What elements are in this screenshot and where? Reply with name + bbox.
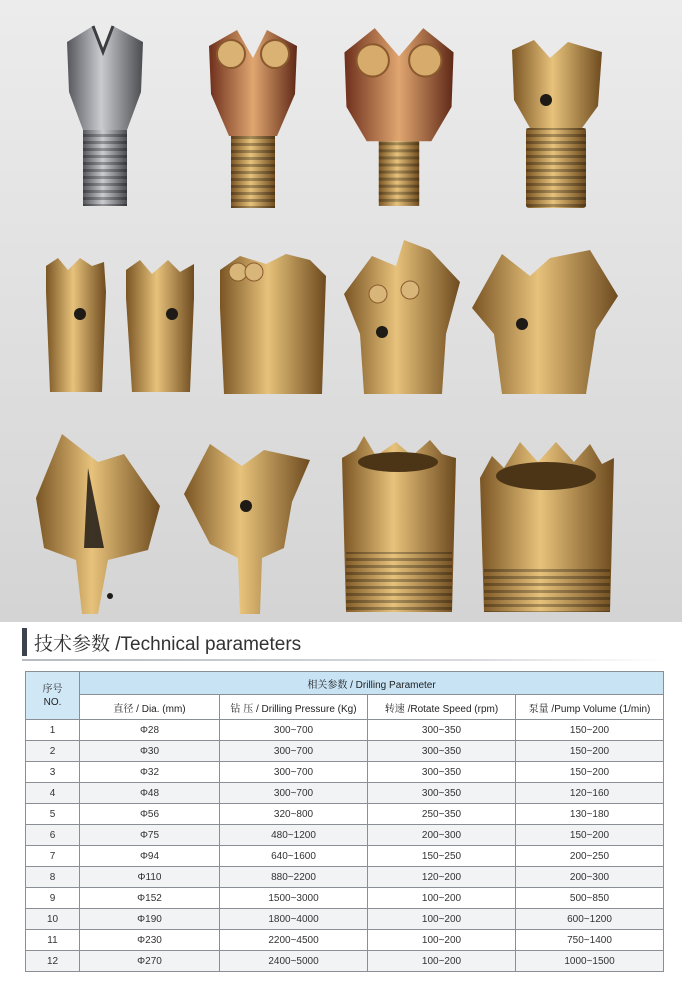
row-pump: 120~160 bbox=[516, 783, 664, 804]
parameters-table bbox=[25, 671, 664, 972]
row-speed: 120~200 bbox=[368, 867, 516, 888]
row-pump: 150~200 bbox=[516, 720, 664, 741]
row-no: 5 bbox=[26, 804, 80, 825]
row-pressure: 300~700 bbox=[220, 741, 368, 762]
table-row bbox=[26, 951, 664, 972]
row-dia: Φ48 bbox=[80, 783, 220, 804]
speed-column-header: 转速 /Rotate Speed (rpm) bbox=[368, 695, 516, 720]
row-no: 10 bbox=[26, 909, 80, 930]
drill-bit-photo-11 bbox=[180, 436, 316, 616]
row-pump: 1000~1500 bbox=[516, 951, 664, 972]
row-speed: 100~200 bbox=[368, 951, 516, 972]
section-title: 技术参数 /Technical parameters bbox=[34, 633, 302, 655]
row-pump: 500~850 bbox=[516, 888, 664, 909]
pump-column-header: 泵量 /Pump Volume (1/min) bbox=[516, 695, 664, 720]
row-no: 4 bbox=[26, 783, 80, 804]
row-dia: Φ152 bbox=[80, 888, 220, 909]
table-header-group-row bbox=[26, 672, 664, 695]
table-row bbox=[26, 720, 664, 741]
drill-bit-photo-10 bbox=[28, 428, 164, 618]
row-dia: Φ190 bbox=[80, 909, 220, 930]
table-row bbox=[26, 741, 664, 762]
row-pressure: 2200~4500 bbox=[220, 930, 368, 951]
row-speed: 150~250 bbox=[368, 846, 516, 867]
row-speed: 200~300 bbox=[368, 825, 516, 846]
row-no: 8 bbox=[26, 867, 80, 888]
row-no: 9 bbox=[26, 888, 80, 909]
row-speed: 100~200 bbox=[368, 930, 516, 951]
row-speed: 250~350 bbox=[368, 804, 516, 825]
row-pressure: 2400~5000 bbox=[220, 951, 368, 972]
row-pressure: 300~700 bbox=[220, 783, 368, 804]
row-pump: 750~1400 bbox=[516, 930, 664, 951]
row-no: 11 bbox=[26, 930, 80, 951]
row-pressure: 320~800 bbox=[220, 804, 368, 825]
row-no: 2 bbox=[26, 741, 80, 762]
row-pressure: 300~700 bbox=[220, 720, 368, 741]
table-row bbox=[26, 783, 664, 804]
row-pressure: 640~1600 bbox=[220, 846, 368, 867]
drill-bit-photo-8 bbox=[338, 236, 466, 398]
heading-divider bbox=[22, 659, 664, 661]
row-no: 6 bbox=[26, 825, 80, 846]
dia-column-header: 直径 / Dia. (mm) bbox=[80, 695, 220, 720]
row-pump: 600~1200 bbox=[516, 909, 664, 930]
drill-bit-photo-12 bbox=[338, 432, 460, 616]
drill-bit-photo-7 bbox=[214, 248, 330, 398]
row-pump: 200~250 bbox=[516, 846, 664, 867]
row-dia: Φ110 bbox=[80, 867, 220, 888]
drill-bit-photo-6 bbox=[122, 254, 198, 396]
row-speed: 300~350 bbox=[368, 762, 516, 783]
row-speed: 300~350 bbox=[368, 741, 516, 762]
row-dia: Φ56 bbox=[80, 804, 220, 825]
row-speed: 300~350 bbox=[368, 720, 516, 741]
row-speed: 100~200 bbox=[368, 909, 516, 930]
pressure-column-header: 钻 压 / Drilling Pressure (Kg) bbox=[220, 695, 368, 720]
row-no: 7 bbox=[26, 846, 80, 867]
heading-accent-bar bbox=[22, 628, 27, 656]
row-pressure: 1800~4000 bbox=[220, 909, 368, 930]
drill-bit-photo-5 bbox=[40, 252, 112, 396]
drill-bit-photo-4 bbox=[502, 36, 610, 214]
table-row bbox=[26, 930, 664, 951]
row-dia: Φ32 bbox=[80, 762, 220, 783]
row-pump: 130~180 bbox=[516, 804, 664, 825]
row-no: 3 bbox=[26, 762, 80, 783]
row-speed: 300~350 bbox=[368, 783, 516, 804]
table-row bbox=[26, 825, 664, 846]
row-dia: Φ28 bbox=[80, 720, 220, 741]
row-pressure: 480~1200 bbox=[220, 825, 368, 846]
row-no: 1 bbox=[26, 720, 80, 741]
row-dia: Φ230 bbox=[80, 930, 220, 951]
section-heading bbox=[22, 628, 301, 656]
no-column-header bbox=[26, 672, 80, 720]
row-pump: 200~300 bbox=[516, 867, 664, 888]
drilling-parameter-header: 相关参数 / Drilling Parameter bbox=[80, 672, 664, 695]
row-pressure: 1500~3000 bbox=[220, 888, 368, 909]
table-row bbox=[26, 804, 664, 825]
row-pump: 150~200 bbox=[516, 825, 664, 846]
no-header-en: NO. bbox=[43, 696, 62, 708]
drill-bit-photo-13 bbox=[476, 436, 618, 616]
table-row bbox=[26, 909, 664, 930]
row-dia: Φ270 bbox=[80, 951, 220, 972]
table-row bbox=[26, 888, 664, 909]
drill-bit-photo-2 bbox=[200, 24, 306, 214]
table-header-columns-row bbox=[26, 695, 664, 720]
table-row bbox=[26, 867, 664, 888]
drill-bit-photo-1 bbox=[52, 22, 158, 212]
drill-bit-photo-9 bbox=[468, 238, 622, 398]
row-speed: 100~200 bbox=[368, 888, 516, 909]
no-header-cn: 序号 bbox=[42, 683, 63, 695]
row-dia: Φ30 bbox=[80, 741, 220, 762]
row-dia: Φ94 bbox=[80, 846, 220, 867]
row-pressure: 880~2200 bbox=[220, 867, 368, 888]
drill-bit-photo-3 bbox=[336, 22, 462, 214]
table-row bbox=[26, 762, 664, 783]
row-no: 12 bbox=[26, 951, 80, 972]
row-pressure: 300~700 bbox=[220, 762, 368, 783]
row-pump: 150~200 bbox=[516, 741, 664, 762]
row-pump: 150~200 bbox=[516, 762, 664, 783]
row-dia: Φ75 bbox=[80, 825, 220, 846]
table-row bbox=[26, 846, 664, 867]
